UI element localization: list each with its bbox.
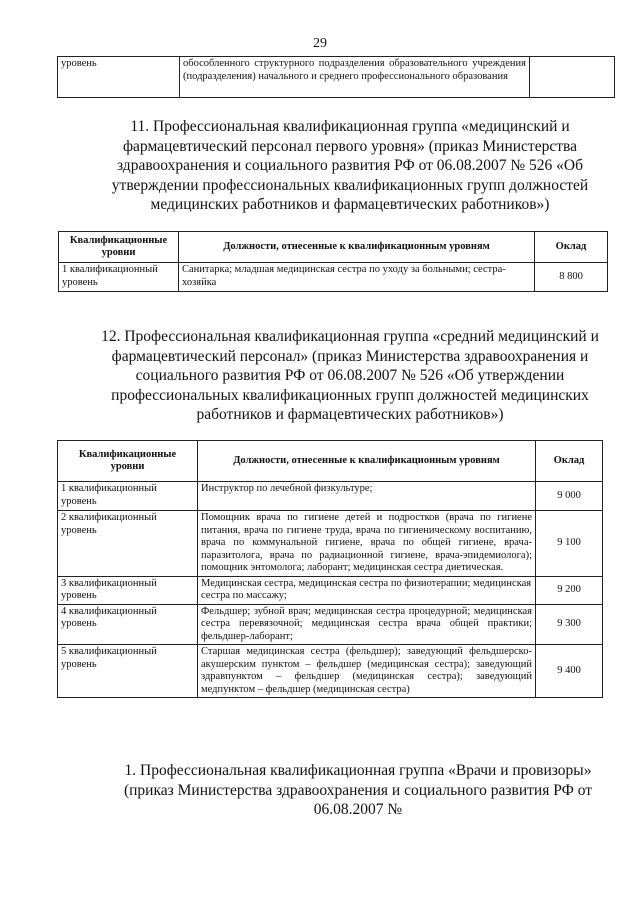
positions-cell: Старшая медицинская сестра (фельдшер); заведующий фельдшерско-акушерским пунктом – фельдшер (медицинская сестра); заведующий здравпунктом – фельдшер (медицинская сестра); заведующий медпунктом – фельдшер (медицинская сестра) — [198, 645, 536, 698]
salary-cell: 8 800 — [535, 263, 608, 292]
table-row — [58, 576, 603, 604]
table-row — [58, 57, 615, 98]
table-row — [59, 263, 608, 292]
salary-cell: 9 100 — [536, 511, 603, 577]
column-header-positions: Должности, отнесенные к квалификационным уровням — [198, 441, 536, 482]
salary-cell: 9 000 — [536, 482, 603, 511]
level-cell: уровень — [58, 57, 180, 98]
positions-cell: Медицинская сестра, медицинская сестра по физиотерапии; медицинская сестра по массажу; — [198, 576, 536, 604]
level-cell: 1 квалификационный уровень — [58, 482, 198, 511]
table-row — [58, 482, 603, 511]
level-cell: 2 квалификационный уровень — [58, 511, 198, 577]
section-12-heading: 12. Профессиональная квалификационная группа «средний медицинский и фармацевтический персонал» (приказ Министерства здравоохранения и социального развития РФ от 06.08.2007 № 526 «Об утверждении профессиональных квалификационных групп должностей медицинских работников и фармацевтических работников») — [101, 328, 599, 423]
continuation-table — [57, 56, 615, 98]
level-cell: 3 квалификационный уровень — [58, 576, 198, 604]
positions-cell: обособленного структурного подразделения образовательного учреждения (подразделения) начального и среднего профессионального образования — [180, 57, 530, 98]
positions-cell: Инструктор по лечебной физкультуре; — [198, 482, 536, 511]
level-cell: 5 квалификационный уровень — [58, 645, 198, 698]
column-header-salary: Оклад — [535, 232, 608, 263]
column-header-levels: Квалификационные уровни — [58, 441, 198, 482]
next-section-heading: 1. Профессиональная квалификационная группа «Врачи и провизоры» (приказ Министерства здравоохранения и социального развития РФ от 06.08.2007 № — [123, 762, 593, 818]
table-row — [58, 645, 603, 698]
table-header-row — [59, 232, 608, 263]
column-header-levels: Квалификационные уровни — [59, 232, 179, 263]
column-header-positions: Должности, отнесенные к квалификационным уровням — [179, 232, 535, 263]
salary-cell: 9 300 — [536, 604, 603, 645]
table-row — [58, 604, 603, 645]
positions-cell: Помощник врача по гигиене детей и подростков (врача по гигиене питания, врача по гигиене труда, врача по гигиеническому воспитанию, врача по коммунальной гигиене, врача по общей гигиене, врача-паразитолога, врача по радиационной гигиене, врача-эпидемиолога); помощник энтомолога; лаборант; медицинская сестра диетическая. — [198, 511, 536, 577]
level-cell: 1 квалификационный уровень — [59, 263, 179, 292]
section-11-table — [58, 231, 608, 292]
page-number: 29 — [313, 36, 327, 51]
table-header-row — [58, 441, 603, 482]
section-12-table — [57, 440, 603, 698]
positions-cell: Санитарка; младшая медицинская сестра по уходу за больными; сестра-хозяйка — [179, 263, 535, 292]
salary-cell: 9 200 — [536, 576, 603, 604]
salary-cell — [530, 57, 615, 98]
section-11-heading: 11. Профессиональная квалификационная группа «медицинский и фармацевтический персонал первого уровня» (приказ Министерства здравоохранения и социального развития РФ от 06.08.2007 № 526 «Об утверждении профессиональных квалификационных групп должностей медицинских работников и фармацевтических работников») — [111, 118, 589, 213]
column-header-salary: Оклад — [536, 441, 603, 482]
table-row — [58, 511, 603, 577]
salary-cell: 9 400 — [536, 645, 603, 698]
level-cell: 4 квалификационный уровень — [58, 604, 198, 645]
positions-cell: Фельдшер; зубной врач; медицинская сестра процедурной; медицинская сестра перевязочной; медицинская сестра врача общей практики; фельдшер-лаборант; — [198, 604, 536, 645]
